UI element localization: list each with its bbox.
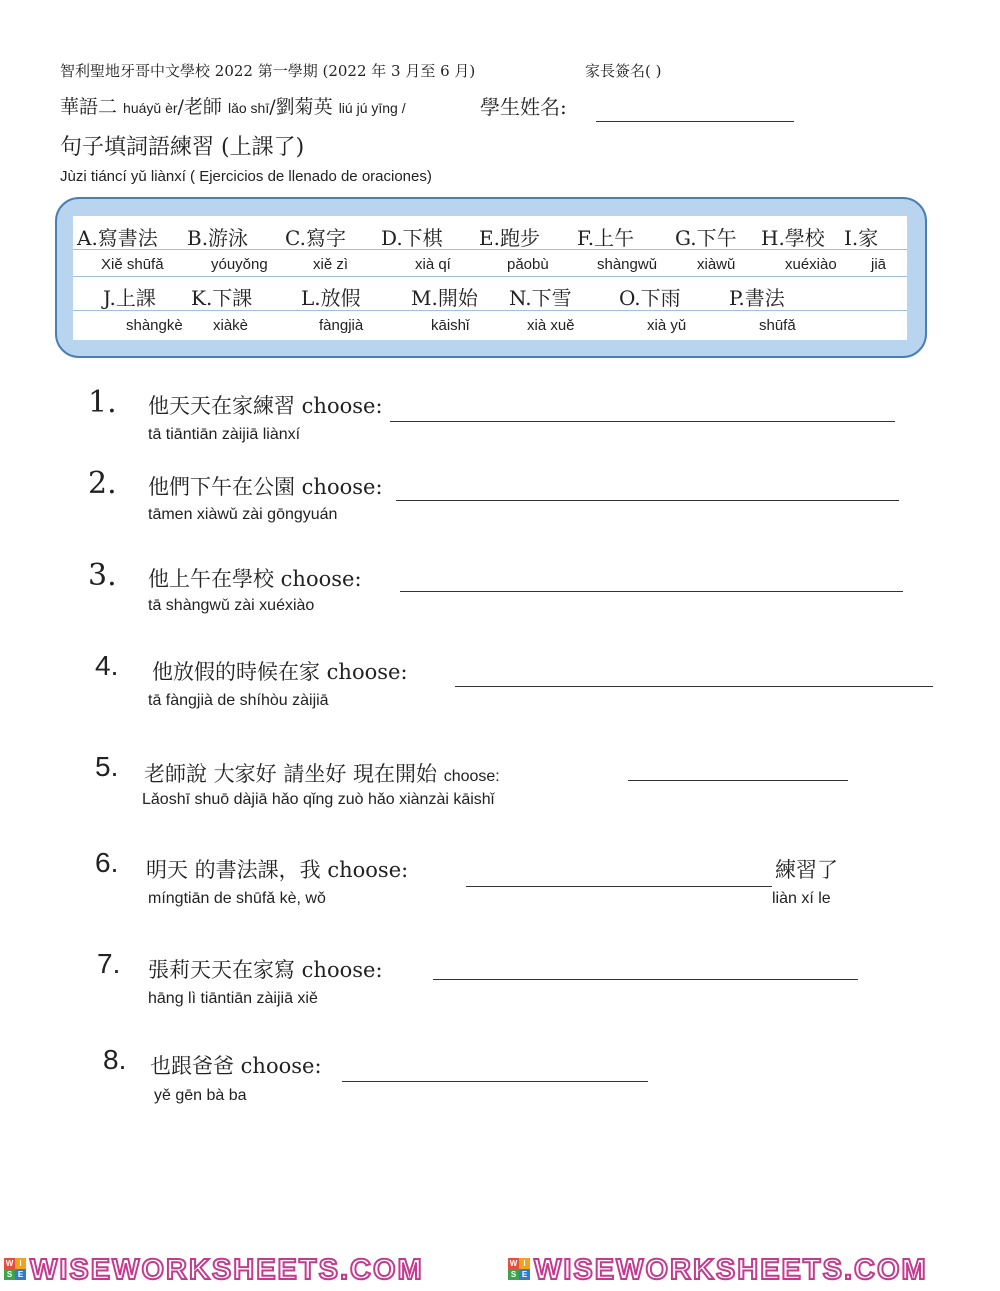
question-number: 4. <box>95 650 119 681</box>
word-c: C.寫字 <box>285 226 346 250</box>
question-number: 3. <box>88 558 117 593</box>
wiseworksheets-logo-icon: W I S E <box>4 1258 26 1280</box>
word-i: I.家 <box>844 226 879 250</box>
question-text: 他放假的時候在家 choose: <box>152 660 408 684</box>
question-pinyin: tā tiāntiān zàijiā liànxí <box>148 426 301 443</box>
question-pinyin: Lǎoshī shuō dàjiā hǎo qǐng zuò hǎo xiànzài kāishǐ <box>142 791 495 808</box>
word-f: F.上午 <box>577 226 635 250</box>
question-text: 張莉天天在家寫 choose: <box>148 958 383 982</box>
answer-blank-2[interactable] <box>396 500 899 501</box>
word-j: J.上課 <box>103 286 156 310</box>
pinyin-j: shàngkè <box>126 317 183 334</box>
question-pinyin: yě gēn bà ba <box>154 1087 247 1104</box>
question-pinyin: tā shàngwǔ zài xuéxiào <box>148 597 315 614</box>
worksheet-subtitle: Jùzi tiáncí yǔ liànxí ( Ejercicios de llenado de oraciones) <box>60 168 432 185</box>
class-teacher-line <box>60 92 406 119</box>
word-bank <box>55 197 927 358</box>
question-pinyin: tāmen xiàwǔ zài gōngyuán <box>148 506 338 523</box>
word-a: A.寫書法 <box>77 226 158 250</box>
pinyin-g: xiàwǔ <box>697 256 736 273</box>
pinyin-d: xià qí <box>415 256 451 273</box>
question-text: 也跟爸爸 choose: <box>150 1054 322 1078</box>
class-cn: 華語二 <box>60 96 124 118</box>
answer-blank-7[interactable] <box>433 979 858 980</box>
word-d: D.下棋 <box>381 226 443 250</box>
pinyin-p: shūfǎ <box>759 317 796 334</box>
word-l: L.放假 <box>301 286 361 310</box>
question-text: 他天天在家練習 choose: <box>148 394 383 418</box>
class-pinyin: huáyǔ èr <box>123 100 178 116</box>
word-e: E.跑步 <box>479 226 540 250</box>
pinyin-h: xuéxiào <box>785 256 837 273</box>
teacher-name-cn: /劉菊英 <box>269 96 339 118</box>
answer-blank-1[interactable] <box>390 421 895 422</box>
worksheet-title: 句子填詞語練習 (上課了) <box>60 135 305 160</box>
answer-blank-8[interactable] <box>342 1081 648 1082</box>
question-pinyin: míngtiān de shūfǎ kè, wǒ <box>148 890 326 907</box>
question-pinyin: tā fàngjià de shíhòu zàijiā <box>148 692 329 709</box>
teacher-cn: /老師 <box>177 96 228 118</box>
student-name-blank[interactable] <box>596 121 794 122</box>
question-number: 6. <box>95 847 119 878</box>
teacher-name-pinyin: liú jú yīng / <box>338 100 406 116</box>
pinyin-f: shàngwǔ <box>597 256 658 273</box>
question-text: 他們下午在公園 choose: <box>148 475 383 499</box>
pinyin-k: xiàkè <box>213 317 249 334</box>
question-text: 他上午在學校 choose: <box>148 567 362 591</box>
answer-blank-3[interactable] <box>400 591 903 592</box>
question-number: 8. <box>103 1044 127 1075</box>
word-m: M.開始 <box>411 286 478 310</box>
brand-text: WISEWORKSHEETS.COM <box>30 1254 424 1286</box>
word-b: B.游泳 <box>187 226 249 250</box>
pinyin-a: Xiě shūfǎ <box>101 256 164 273</box>
pinyin-l: fàngjià <box>319 317 364 334</box>
pinyin-c: xiě zì <box>313 256 349 273</box>
divider <box>73 276 907 277</box>
suffix-pinyin: liàn xí le <box>772 890 831 907</box>
question-number: 2. <box>88 466 117 501</box>
word-p: P.書法 <box>729 286 785 310</box>
word-o: O.下雨 <box>619 286 681 310</box>
teacher-pinyin: lǎo shī <box>227 100 270 116</box>
answer-blank-6[interactable] <box>466 886 772 887</box>
question-number: 7. <box>97 948 121 979</box>
question-text <box>144 758 500 788</box>
wiseworksheets-logo-icon: W I S E <box>508 1258 530 1280</box>
question-text-cn: 老師說 大家好 請坐好 現在開始 <box>144 762 444 786</box>
question-text: 明天 的書法課，我 choose: <box>146 858 409 882</box>
pinyin-b: yóuyǒng <box>211 256 268 273</box>
word-g: G.下午 <box>675 226 737 250</box>
question-number: 5. <box>95 751 119 782</box>
word-h: H.學校 <box>761 226 825 250</box>
pinyin-e: pǎobù <box>507 256 549 273</box>
answer-blank-4[interactable] <box>455 686 933 687</box>
parent-signature-label: 家長簽名( ) <box>585 62 662 80</box>
question-suffix: 練習了 <box>775 858 838 882</box>
question-pinyin: hāng lì tiāntiān zàijiā xiě <box>148 990 318 1007</box>
brand-text: WISEWORKSHEETS.COM <box>534 1254 928 1286</box>
word-k: K.下課 <box>191 286 253 310</box>
answer-blank-5[interactable] <box>628 780 848 781</box>
choose-label: choose: <box>443 768 500 785</box>
pinyin-n: xià xuě <box>527 317 575 334</box>
word-n: N.下雪 <box>509 286 572 310</box>
pinyin-m: kāishǐ <box>431 317 470 334</box>
question-number: 1. <box>88 385 117 420</box>
student-name-label: 學生姓名: <box>480 95 567 119</box>
word-bank-table <box>73 216 907 340</box>
pinyin-i: jiā <box>871 256 887 273</box>
pinyin-o: xià yǔ <box>647 317 687 334</box>
school-header: 智利聖地牙哥中文學校 2022 第一學期 (2022 年 3 月至 6 月) <box>60 62 476 80</box>
